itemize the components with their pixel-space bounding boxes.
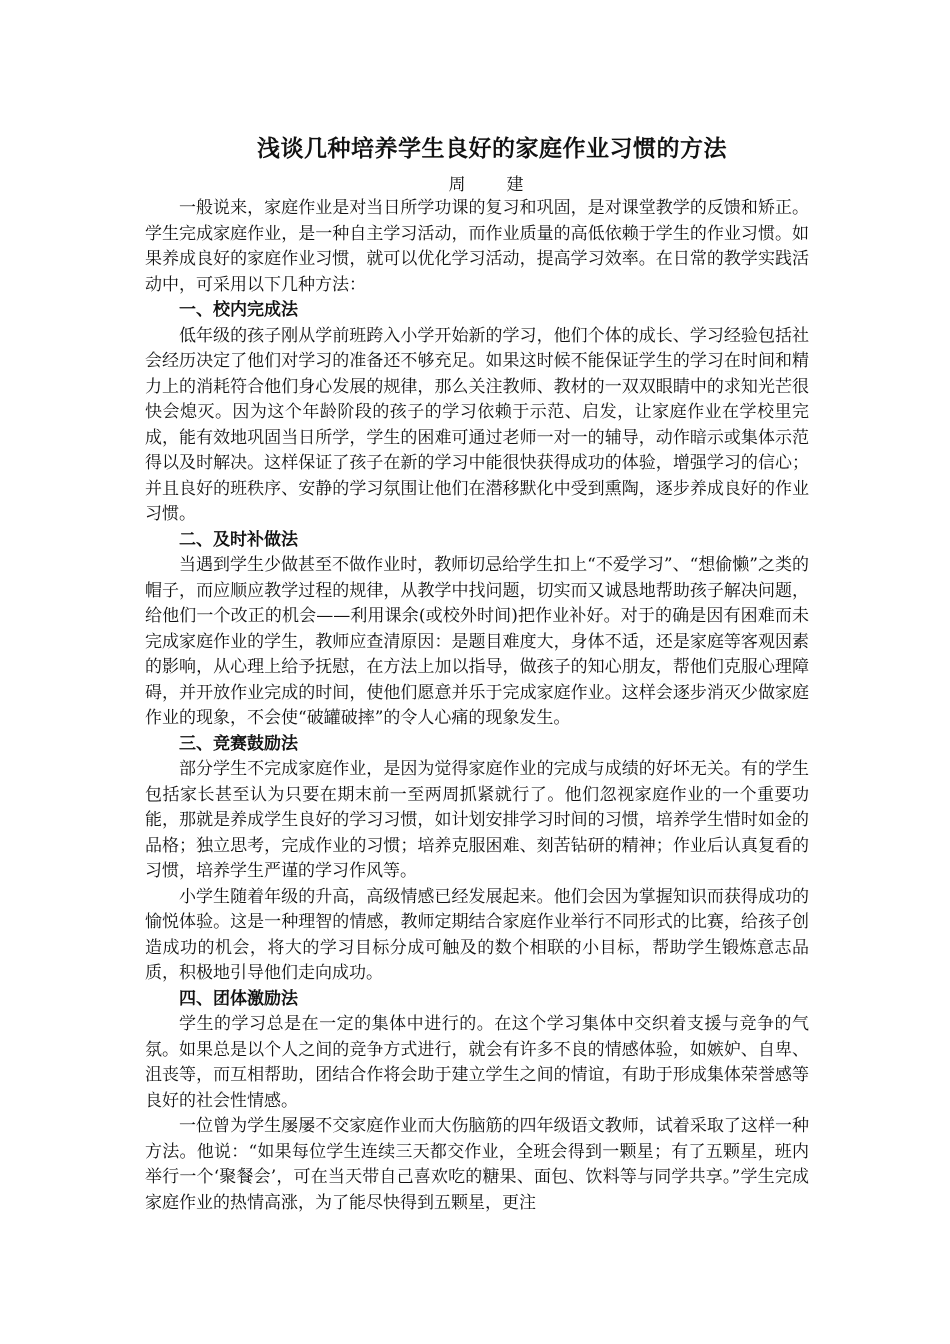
section-heading: 一、校内完成法 [179, 300, 298, 320]
intro-paragraph: 一般说来，家庭作业是对当日所学功课的复习和巩固，是对课堂教学的反馈和矫正。学生完成家庭作业，是一种自主学习活动，而作业质量的高低依赖于学生的作业习惯。如果养成良好的家庭作业习惯，就可以优化学习活动，提高学习效率。在日常的教学实践活动中，可采用以下几种方法： [145, 198, 809, 295]
body-paragraph: 当遇到学生少做甚至不做作业时，教师切忌给学生扣上“不爱学习”、“想偷懒”之类的帽子，而应顺应教学过程的规律，从教学中找问题，切实而又诚恳地帮助孩子解决问题，给他们一个改正的机会——利用课余(或校外时间)把作业补好。对于的确是因有困难而未完成家庭作业的学生，教师应查清原因：是题目难度大，身体不适，还是家庭等客观因素的影响，从心理上给予抚慰，在方法上加以指导，做孩子的知心朋友，帮他们克服心理障碍，并开放作业完成的时间，使他们愿意并乐于完成家庭作业。这样会逐步消灭少做家庭作业的现象，不会使“破罐破摔”的令人心痛的现象发生。 [145, 555, 809, 728]
section-heading: 二、及时补做法 [179, 529, 298, 550]
document-page [145, 128, 809, 1216]
section-heading: 四、团体激励法 [179, 988, 298, 1009]
body-paragraph: 部分学生不完成家庭作业，是因为觉得家庭作业的完成与成绩的好坏无关。有的学生包括家长甚至认为只要在期末前一至两周抓紧就行了。他们忽视家庭作业的一个重要功能，那就是养成学生良好的学习习惯，如计划安排学习时间的习惯，培养学生惜时如金的品格；独立思考，完成作业的习惯；培养克服困难、刻苦钻研的精神；作业后认真复看的习惯，培养学生严谨的学习作风等。 [145, 759, 809, 881]
body-paragraph: 学生的学习总是在一定的集体中进行的。在这个学习集体中交织着支援与竞争的气氛。如果总是以个人之间的竞争方式进行，就会有许多不良的情感体验，如嫉妒、自卑、沮丧等，而互相帮助，团结合作将会助于建立学生之间的情谊，有助于形成集体荣誉感等良好的社会性情感。 [145, 1014, 809, 1111]
section-heading: 三、竞赛鼓励法 [179, 733, 298, 754]
document-title: 浅谈几种培养学生良好的家庭作业习惯的方法 [257, 136, 727, 162]
body-paragraph: 低年级的孩子刚从学前班跨入小学开始新的学习，他们个体的成长、学习经验包括社会经历决定了他们对学习的准备还不够充足。如果这时候不能保证学生的学习在时间和精力上的消耗符合他们身心发展的规律，那么关注教师、教材的一双双眼睛中的求知光芒很快会熄灭。因为这个年龄阶段的孩子的学习依赖于示范、启发，让家庭作业在学校里完成，能有效地巩固当日所学，学生的困难可通过老师一对一的辅导，动作暗示或集体示范得以及时解决。这样保证了孩子在新的学习中能很快获得成功的体验，增强学习的信心；并且良好的班秩序、安静的学习氛围让他们在潜移默化中受到熏陶，逐步养成良好的作业习惯。 [145, 325, 809, 524]
author-name: 周 建 [448, 175, 536, 195]
body-paragraph: 一位曾为学生屡屡不交家庭作业而大伤脑筋的四年级语文教师，试着采取了这样一种方法。他说：“如果每位学生连续三天都交作业，全班会得到一颗星；有了五颗星，班内举行一个‘聚餐会’，可在当天带自己喜欢吃的糖果、面包、饮料等与同学共享。”学生完成家庭作业的热情高涨，为了能尽快得到五颗星，更注 [145, 1116, 809, 1213]
body-paragraph: 小学生随着年级的升高，高级情感已经发展起来。他们会因为掌握知识而获得成功的愉悦体验。这是一种理智的情感，教师定期结合家庭作业举行不同形式的比赛，给孩子创造成功的机会，将大的学习目标分成可触及的数个相联的小目标，帮助学生锻炼意志品质，积极地引导他们走向成功。 [145, 886, 809, 983]
